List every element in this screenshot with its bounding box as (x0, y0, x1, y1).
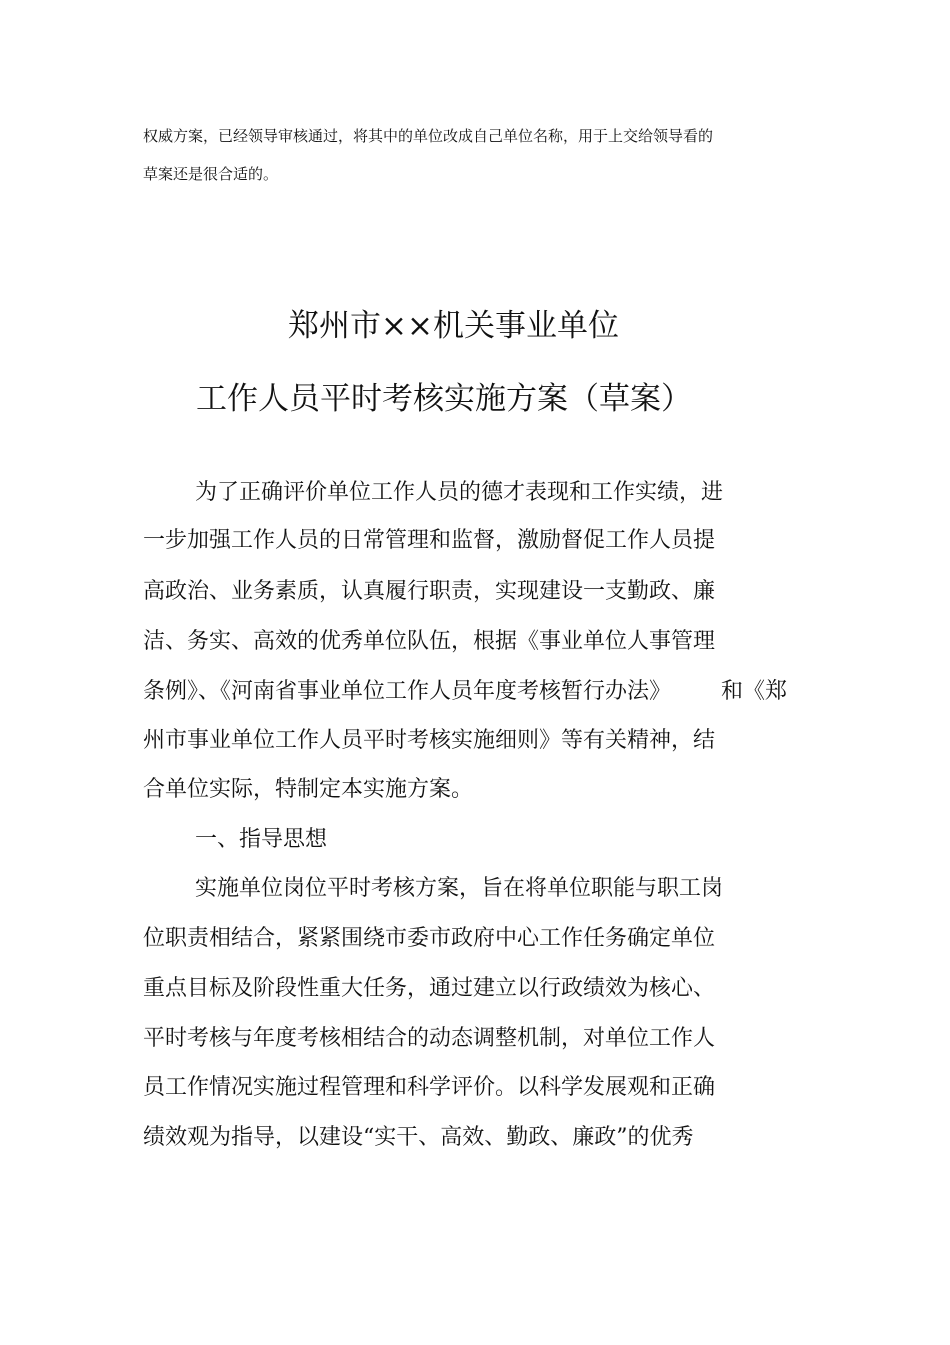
paragraph-line: 员工作情况实施过程管理和科学评价。以科学发展观和正确 (143, 1075, 716, 1100)
preface-note-line: 权威方案，已经领导审核通过，将其中的单位改成自己单位名称，用于上交给领导看的 (143, 127, 714, 145)
paragraph-line: 一步加强工作人员的日常管理和监督，激励督促工作人员提 (143, 528, 716, 553)
section-heading: 一、指导思想 (195, 827, 328, 852)
title-line-1: 郑州市××机关事业单位 (288, 308, 619, 344)
paragraph-line: 实施单位岗位平时考核方案，旨在将单位职能与职工岗 (195, 876, 724, 901)
paragraph-line (143, 677, 787, 707)
paragraph-line: 重点目标及阶段性重大任务，通过建立以行政绩效为核心、 (143, 976, 716, 1001)
paragraph-line: 绩效观为指导，以建设“实干、高效、勤政、廉政”的优秀 (143, 1125, 694, 1150)
paragraph-line-segment: 条例》、《河南省事业单位工作人员年度考核暂行办法》 (143, 679, 672, 704)
paragraph-line: 为了正确评价单位工作人员的德才表现和工作实绩，进 (195, 480, 724, 505)
paragraph-line: 合单位实际，特制定本实施方案。 (143, 777, 474, 802)
title-line-2: 工作人员平时考核实施方案（草案） (196, 381, 692, 417)
paragraph-line: 州市事业单位工作人员平时考核实施细则》等有关精神，结 (143, 728, 716, 753)
paragraph-line-segment: 和《郑 (721, 679, 788, 704)
paragraph-line: 高政治、业务素质，认真履行职责，实现建设一支勤政、廉 (143, 579, 716, 604)
paragraph-line: 平时考核与年度考核相结合的动态调整机制，对单位工作人 (143, 1026, 716, 1051)
preface-note-line: 草案还是很合适的。 (143, 165, 279, 183)
paragraph-line: 洁、务实、高效的优秀单位队伍，根据《事业单位人事管理 (143, 629, 716, 654)
paragraph-line: 位职责相结合，紧紧围绕市委市政府中心工作任务确定单位 (143, 926, 716, 951)
